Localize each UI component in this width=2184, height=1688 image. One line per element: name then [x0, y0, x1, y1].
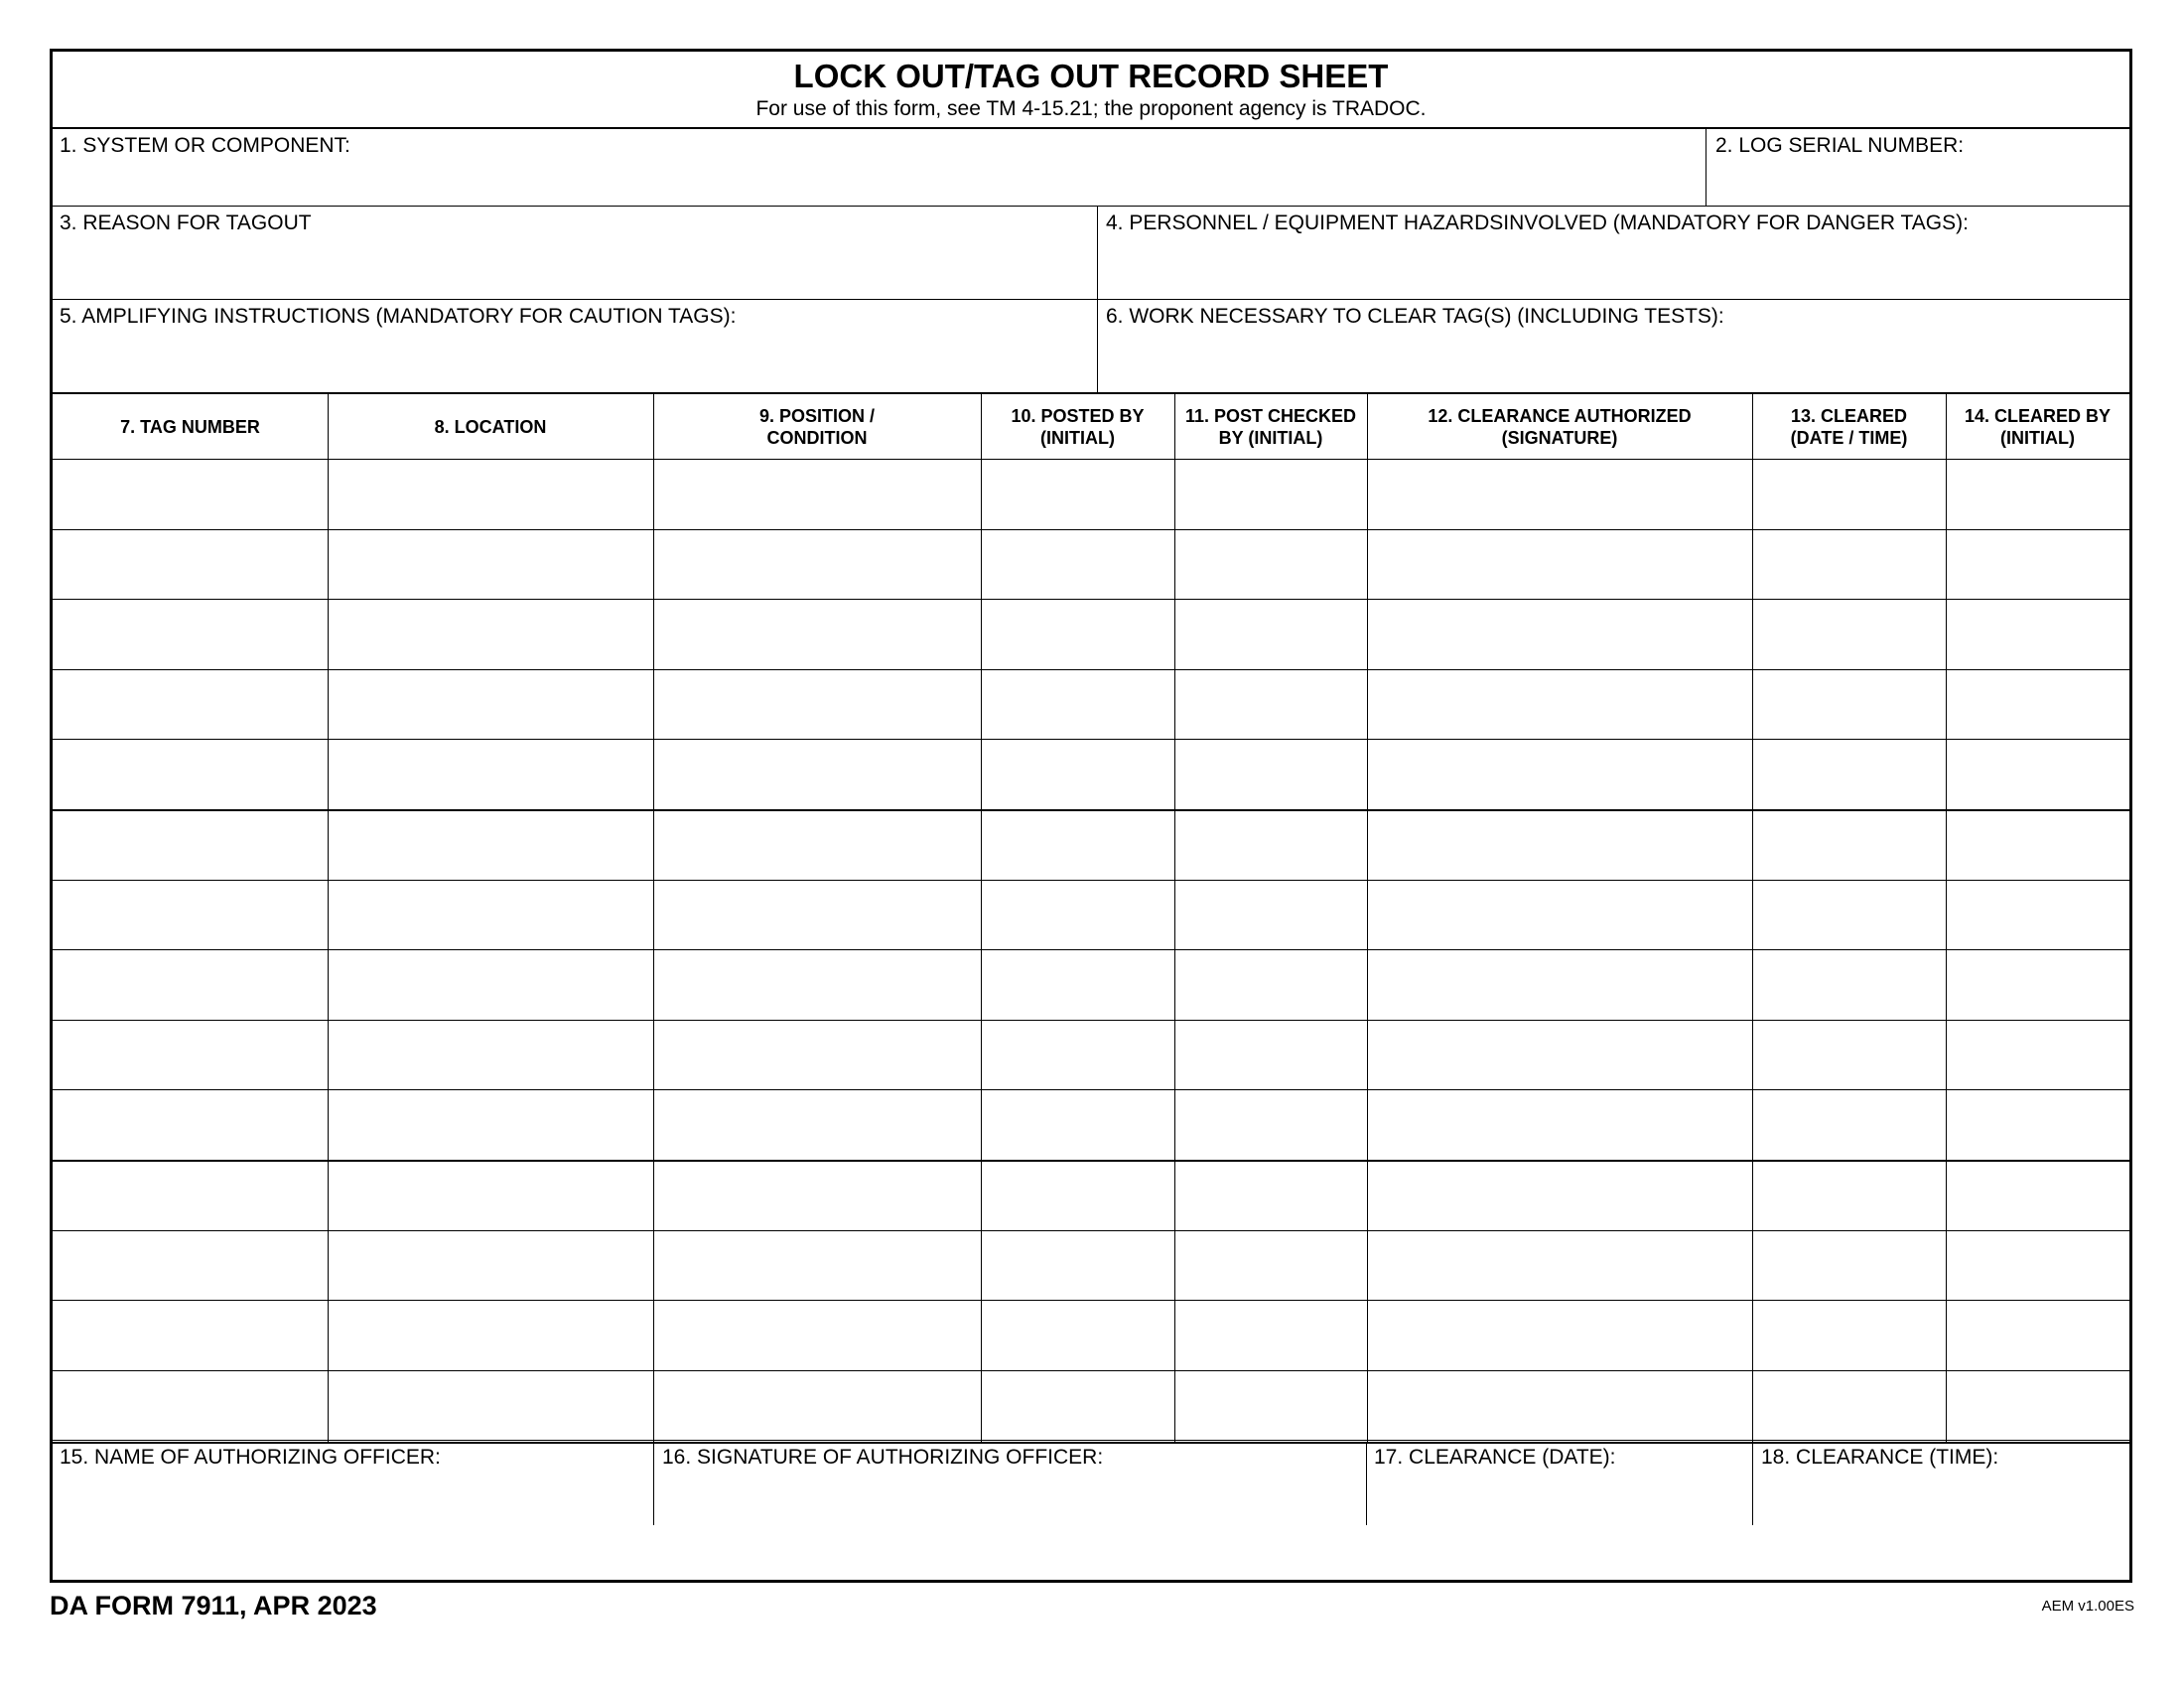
table-row	[53, 1300, 2129, 1370]
table-cell-posted-by[interactable]	[981, 1020, 1174, 1090]
table-cell-position-condition[interactable]	[653, 809, 981, 880]
table-cell-posted-by[interactable]	[981, 459, 1174, 529]
table-cell-posted-by[interactable]	[981, 1160, 1174, 1230]
table-row	[53, 459, 2129, 529]
authorizing-officer-name-field[interactable]	[53, 1444, 653, 1525]
table-cell-posted-by[interactable]	[981, 1089, 1174, 1160]
column-header-cleared-by: 14. CLEARED BY (INITIAL)	[1964, 405, 2112, 448]
table-cell-location[interactable]	[328, 880, 653, 950]
amplifying-instructions-label: 5. AMPLIFYING INSTRUCTIONS (MANDATORY FOR CAUTION TAGS):	[60, 305, 737, 328]
table-cell-post-checked-by[interactable]	[1174, 599, 1367, 669]
column-header-tag-number: 7. TAG NUMBER	[120, 416, 260, 437]
table-row	[53, 739, 2129, 809]
table-cell-tag-number[interactable]	[53, 1089, 328, 1160]
table-cell-tag-number[interactable]	[53, 529, 328, 600]
clearance-time-label: 18. CLEARANCE (TIME):	[1761, 1446, 1999, 1469]
row-divider	[53, 1089, 2129, 1090]
table-cell-clearance-authorized[interactable]	[1367, 880, 1752, 950]
authorizing-officer-name-label: 15. NAME OF AUTHORIZING OFFICER:	[60, 1446, 441, 1469]
table-cell-cleared-date-time[interactable]	[1752, 599, 1946, 669]
table-cell-cleared-by[interactable]	[1946, 949, 2129, 1020]
table-cell-cleared-by[interactable]	[1946, 1160, 2129, 1230]
form-version: AEM v1.00ES	[2041, 1598, 2134, 1615]
table-cell-cleared-date-time[interactable]	[1752, 739, 1946, 809]
table-cell-location[interactable]	[328, 1300, 653, 1370]
table-cell-tag-number[interactable]	[53, 669, 328, 740]
table-cell-tag-number[interactable]	[53, 739, 328, 809]
table-cell-cleared-date-time[interactable]	[1752, 809, 1946, 880]
table-cell-cleared-date-time[interactable]	[1752, 529, 1946, 600]
form-number: DA FORM 7911, APR 2023	[50, 1591, 377, 1620]
column-header-location: 8. LOCATION	[434, 416, 547, 437]
column-header-cleared-date-time: 13. CLEARED (DATE / TIME)	[1790, 405, 1908, 448]
authorizing-officer-signature-label: 16. SIGNATURE OF AUTHORIZING OFFICER:	[662, 1446, 1104, 1469]
table-cell-clearance-authorized[interactable]	[1367, 739, 1752, 809]
form-subtitle: For use of this form, see TM 4-15.21; the proponent agency is TRADOC.	[755, 97, 1427, 120]
table-cell-cleared-by[interactable]	[1946, 599, 2129, 669]
table-cell-cleared-date-time[interactable]	[1752, 949, 1946, 1020]
table-cell-posted-by[interactable]	[981, 1230, 1174, 1301]
table-cell-posted-by[interactable]	[981, 529, 1174, 600]
table-cell-location[interactable]	[328, 809, 653, 880]
table-cell-posted-by[interactable]	[981, 669, 1174, 740]
table-cell-location[interactable]	[328, 1160, 653, 1230]
table-cell-cleared-by[interactable]	[1946, 880, 2129, 950]
table-cell-clearance-authorized[interactable]	[1367, 1089, 1752, 1160]
table-cell-clearance-authorized[interactable]	[1367, 459, 1752, 529]
table-cell-clearance-authorized[interactable]	[1367, 809, 1752, 880]
table-cell-tag-number[interactable]	[53, 1370, 328, 1441]
table-cell-location[interactable]	[328, 669, 653, 740]
hazards-involved-label: 4. PERSONNEL / EQUIPMENT HAZARDSINVOLVED (MANDATORY FOR DANGER TAGS):	[1106, 211, 1969, 234]
hazards-involved-field[interactable]	[1098, 207, 2129, 299]
table-cell-position-condition[interactable]	[653, 1020, 981, 1090]
table-cell-location[interactable]	[328, 1230, 653, 1301]
table-cell-cleared-by[interactable]	[1946, 1370, 2129, 1441]
row-divider	[53, 739, 2129, 740]
row-divider	[53, 529, 2129, 530]
table-row	[53, 1160, 2129, 1230]
table-cell-position-condition[interactable]	[653, 1160, 981, 1230]
table-cell-cleared-date-time[interactable]	[1752, 1020, 1946, 1090]
reason-for-tagout-label: 3. REASON FOR TAGOUT	[60, 211, 312, 234]
row-divider	[53, 1160, 2129, 1162]
table-cell-position-condition[interactable]	[653, 739, 981, 809]
table-cell-post-checked-by[interactable]	[1174, 880, 1367, 950]
clearance-date-field[interactable]	[1367, 1444, 1752, 1525]
lockout-tagout-form	[50, 49, 2132, 1583]
system-or-component-field[interactable]	[53, 129, 1706, 206]
row-divider	[53, 809, 2129, 811]
form-title: LOCK OUT/TAG OUT RECORD SHEET	[793, 58, 1389, 94]
table-cell-location[interactable]	[328, 949, 653, 1020]
row-divider	[53, 880, 2129, 881]
table-cell-position-condition[interactable]	[653, 529, 981, 600]
table-cell-post-checked-by[interactable]	[1174, 739, 1367, 809]
reason-for-tagout-field[interactable]	[53, 207, 1097, 299]
table-cell-cleared-by[interactable]	[1946, 669, 2129, 740]
column-header-posted-by: 10. POSTED BY (INITIAL)	[1011, 405, 1145, 448]
table-cell-posted-by[interactable]	[981, 1300, 1174, 1370]
table-cell-location[interactable]	[328, 599, 653, 669]
table-cell-location[interactable]	[328, 1089, 653, 1160]
work-necessary-field[interactable]	[1098, 300, 2129, 392]
table-cell-post-checked-by[interactable]	[1174, 669, 1367, 740]
table-cell-position-condition[interactable]	[653, 1089, 981, 1160]
table-cell-clearance-authorized[interactable]	[1367, 1230, 1752, 1301]
table-cell-cleared-by[interactable]	[1946, 1230, 2129, 1301]
row-divider	[53, 1020, 2129, 1021]
table-cell-post-checked-by[interactable]	[1174, 459, 1367, 529]
table-row	[53, 1370, 2129, 1441]
table-cell-location[interactable]	[328, 1370, 653, 1441]
table-cell-cleared-by[interactable]	[1946, 459, 2129, 529]
table-cell-position-condition[interactable]	[653, 1300, 981, 1370]
table-cell-location[interactable]	[328, 739, 653, 809]
table-cell-post-checked-by[interactable]	[1174, 1020, 1367, 1090]
table-cell-position-condition[interactable]	[653, 459, 981, 529]
work-necessary-label: 6. WORK NECESSARY TO CLEAR TAG(S) (INCLUDING TESTS):	[1106, 305, 1724, 328]
table-cell-location[interactable]	[328, 529, 653, 600]
table-cell-cleared-by[interactable]	[1946, 1020, 2129, 1090]
table-cell-cleared-date-time[interactable]	[1752, 880, 1946, 950]
clearance-date-label: 17. CLEARANCE (DATE):	[1374, 1446, 1616, 1469]
table-cell-location[interactable]	[328, 459, 653, 529]
table-cell-cleared-date-time[interactable]	[1752, 1300, 1946, 1370]
table-row	[53, 669, 2129, 740]
table-cell-tag-number[interactable]	[53, 949, 328, 1020]
table-cell-tag-number[interactable]	[53, 1020, 328, 1090]
table-row	[53, 529, 2129, 600]
table-cell-tag-number[interactable]	[53, 599, 328, 669]
table-cell-clearance-authorized[interactable]	[1367, 1020, 1752, 1090]
row-divider	[53, 1230, 2129, 1231]
table-cell-cleared-date-time[interactable]	[1752, 669, 1946, 740]
system-or-component-label: 1. SYSTEM OR COMPONENT:	[60, 134, 350, 157]
table-cell-post-checked-by[interactable]	[1174, 1160, 1367, 1230]
table-cell-post-checked-by[interactable]	[1174, 1230, 1367, 1301]
table-cell-posted-by[interactable]	[981, 1370, 1174, 1441]
table-cell-clearance-authorized[interactable]	[1367, 949, 1752, 1020]
log-serial-number-field[interactable]	[1706, 129, 2129, 206]
column-header-clearance-authorized: 12. CLEARANCE AUTHORIZED (SIGNATURE)	[1428, 405, 1692, 448]
table-cell-tag-number[interactable]	[53, 1230, 328, 1301]
table-cell-cleared-by[interactable]	[1946, 1089, 2129, 1160]
row-divider	[53, 1300, 2129, 1301]
table-cell-cleared-by[interactable]	[1946, 739, 2129, 809]
table-row	[53, 1020, 2129, 1090]
row-divider	[53, 1370, 2129, 1371]
table-cell-post-checked-by[interactable]	[1174, 949, 1367, 1020]
table-cell-clearance-authorized[interactable]	[1367, 1160, 1752, 1230]
table-cell-tag-number[interactable]	[53, 1160, 328, 1230]
amplifying-instructions-field[interactable]	[53, 300, 1097, 392]
row-divider	[53, 669, 2129, 670]
table-row	[53, 599, 2129, 669]
table-cell-tag-number[interactable]	[53, 1300, 328, 1370]
tag-record-table	[53, 394, 2129, 1442]
table-cell-position-condition[interactable]	[653, 880, 981, 950]
table-cell-cleared-by[interactable]	[1946, 1300, 2129, 1370]
row-divider	[53, 599, 2129, 600]
table-cell-tag-number[interactable]	[53, 809, 328, 880]
table-cell-tag-number[interactable]	[53, 880, 328, 950]
table-row	[53, 949, 2129, 1020]
table-cell-posted-by[interactable]	[981, 949, 1174, 1020]
table-cell-tag-number[interactable]	[53, 459, 328, 529]
table-cell-post-checked-by[interactable]	[1174, 529, 1367, 600]
table-cell-position-condition[interactable]	[653, 949, 981, 1020]
table-cell-clearance-authorized[interactable]	[1367, 599, 1752, 669]
clearance-time-field[interactable]	[1753, 1444, 2129, 1525]
table-cell-position-condition[interactable]	[653, 599, 981, 669]
log-serial-number-label: 2. LOG SERIAL NUMBER:	[1715, 134, 1965, 157]
table-cell-cleared-date-time[interactable]	[1752, 1089, 1946, 1160]
row-divider	[53, 949, 2129, 950]
table-cell-cleared-date-time[interactable]	[1752, 1370, 1946, 1441]
table-row	[53, 809, 2129, 880]
table-cell-posted-by[interactable]	[981, 599, 1174, 669]
table-cell-posted-by[interactable]	[981, 880, 1174, 950]
table-cell-clearance-authorized[interactable]	[1367, 529, 1752, 600]
table-cell-post-checked-by[interactable]	[1174, 809, 1367, 880]
authorizing-officer-signature-field[interactable]	[654, 1444, 1366, 1525]
table-row	[53, 880, 2129, 950]
table-cell-cleared-date-time[interactable]	[1752, 1230, 1946, 1301]
table-cell-posted-by[interactable]	[981, 739, 1174, 809]
table-cell-post-checked-by[interactable]	[1174, 1089, 1367, 1160]
table-cell-clearance-authorized[interactable]	[1367, 1300, 1752, 1370]
table-cell-post-checked-by[interactable]	[1174, 1370, 1367, 1441]
table-cell-cleared-by[interactable]	[1946, 529, 2129, 600]
column-header-position-condition: 9. POSITION / CONDITION	[758, 405, 876, 448]
table-cell-cleared-date-time[interactable]	[1752, 459, 1946, 529]
table-cell-clearance-authorized[interactable]	[1367, 669, 1752, 740]
table-cell-position-condition[interactable]	[653, 669, 981, 740]
table-cell-cleared-date-time[interactable]	[1752, 1160, 1946, 1230]
table-cell-cleared-by[interactable]	[1946, 809, 2129, 880]
table-cell-location[interactable]	[328, 1020, 653, 1090]
table-cell-posted-by[interactable]	[981, 809, 1174, 880]
table-row	[53, 1089, 2129, 1160]
column-header-post-checked-by: 11. POST CHECKED BY (INITIAL)	[1184, 405, 1357, 448]
table-cell-clearance-authorized[interactable]	[1367, 1370, 1752, 1441]
table-row	[53, 1230, 2129, 1301]
table-cell-post-checked-by[interactable]	[1174, 1300, 1367, 1370]
table-cell-position-condition[interactable]	[653, 1230, 981, 1301]
table-cell-position-condition[interactable]	[653, 1370, 981, 1441]
